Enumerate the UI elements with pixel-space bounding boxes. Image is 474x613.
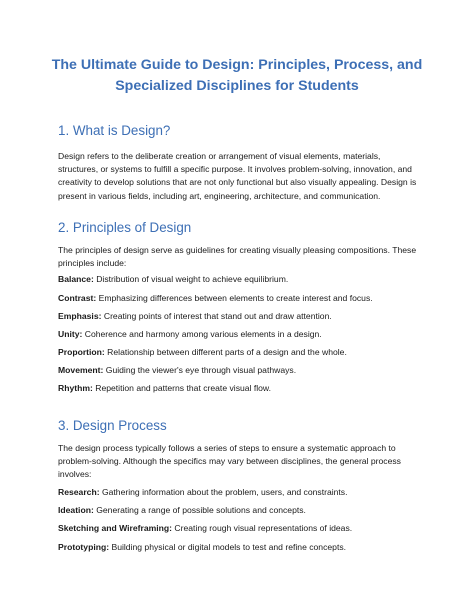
process-term: Sketching and Wireframing: xyxy=(58,523,173,533)
principle-description: Distribution of visual weight to achieve equilibrium. xyxy=(93,274,289,284)
principle-description: Creating points of interest that stand out and draw attention. xyxy=(101,311,332,321)
paragraph-line: problem-solving. Although the specifics may vary between disciplines, the general process xyxy=(58,456,401,467)
section-heading-design-process: 3. Design Process xyxy=(58,418,167,433)
paragraph-line: principles include: xyxy=(58,258,127,269)
principle-term: Movement: xyxy=(58,365,104,375)
paragraph-line: involves: xyxy=(58,469,92,480)
principle-item-unity xyxy=(58,328,420,341)
principle-term: Proportion: xyxy=(58,347,105,357)
section-paragraph-what-is-design xyxy=(58,150,420,203)
principle-item-proportion xyxy=(58,346,420,359)
process-item-research xyxy=(58,486,420,499)
process-term: Prototyping: xyxy=(58,542,110,552)
principle-item-rhythm xyxy=(58,382,420,395)
principle-item-emphasis xyxy=(58,310,420,323)
paragraph-line: creativity to develop solutions that are not only functional but also visually appealing. Design is xyxy=(58,177,417,188)
section-heading-principles-of-design: 2. Principles of Design xyxy=(58,220,192,235)
principle-term: Rhythm: xyxy=(58,383,93,393)
process-description: Generating a range of possible solutions and concepts. xyxy=(93,505,306,515)
paragraph-line: Design refers to the deliberate creation or arrangement of visual elements, materials, xyxy=(58,151,381,161)
process-item-ideation xyxy=(58,504,420,517)
section-heading-what-is-design: 1. What is Design? xyxy=(58,123,171,138)
paragraph-line: present in various fields, including art, engineering, architecture, and communication. xyxy=(58,190,381,201)
principle-term: Unity: xyxy=(58,329,83,339)
principle-description: Relationship between different parts of a design and the whole. xyxy=(104,347,347,357)
process-description: Building physical or digital models to test and refine concepts. xyxy=(109,542,347,552)
principle-term: Contrast: xyxy=(58,293,97,303)
principle-item-balance xyxy=(58,273,420,286)
principle-description: Repetition and patterns that create visual flow. xyxy=(92,383,272,393)
principle-description: Guiding the viewer's eye through visual pathways. xyxy=(103,365,297,375)
principle-description: Emphasizing differences between elements to create interest and focus. xyxy=(96,293,373,303)
principle-item-contrast xyxy=(58,292,420,305)
principle-term: Balance: xyxy=(58,274,94,284)
principle-item-movement xyxy=(58,364,420,377)
process-term: Research: xyxy=(58,487,100,497)
principle-term: Emphasis: xyxy=(58,311,102,321)
process-item-sketching-wireframing xyxy=(58,522,420,535)
principle-description: Coherence and harmony among various elements in a design. xyxy=(82,329,322,339)
paragraph-line: The design process typically follows a series of steps to ensure a systematic approach to xyxy=(58,443,396,453)
document-title-line-2: Specialized Disciplines for Students xyxy=(115,78,359,94)
section-intro-principles xyxy=(58,244,420,270)
process-term: Ideation: xyxy=(58,505,94,515)
process-description: Gathering information about the problem, users, and constraints. xyxy=(99,487,348,497)
section-intro-design-process xyxy=(58,442,420,482)
process-item-prototyping xyxy=(58,541,420,554)
document-title-line-1: The Ultimate Guide to Design: Principles, Process, and xyxy=(51,57,423,73)
paragraph-line: structures, or systems to fulfill a specific purpose. It involves problem-solving, innovation, and xyxy=(58,164,412,175)
process-description: Creating rough visual representations of ideas. xyxy=(172,523,353,533)
paragraph-line: The principles of design serve as guidelines for creating visually pleasing compositions. These xyxy=(58,245,417,255)
